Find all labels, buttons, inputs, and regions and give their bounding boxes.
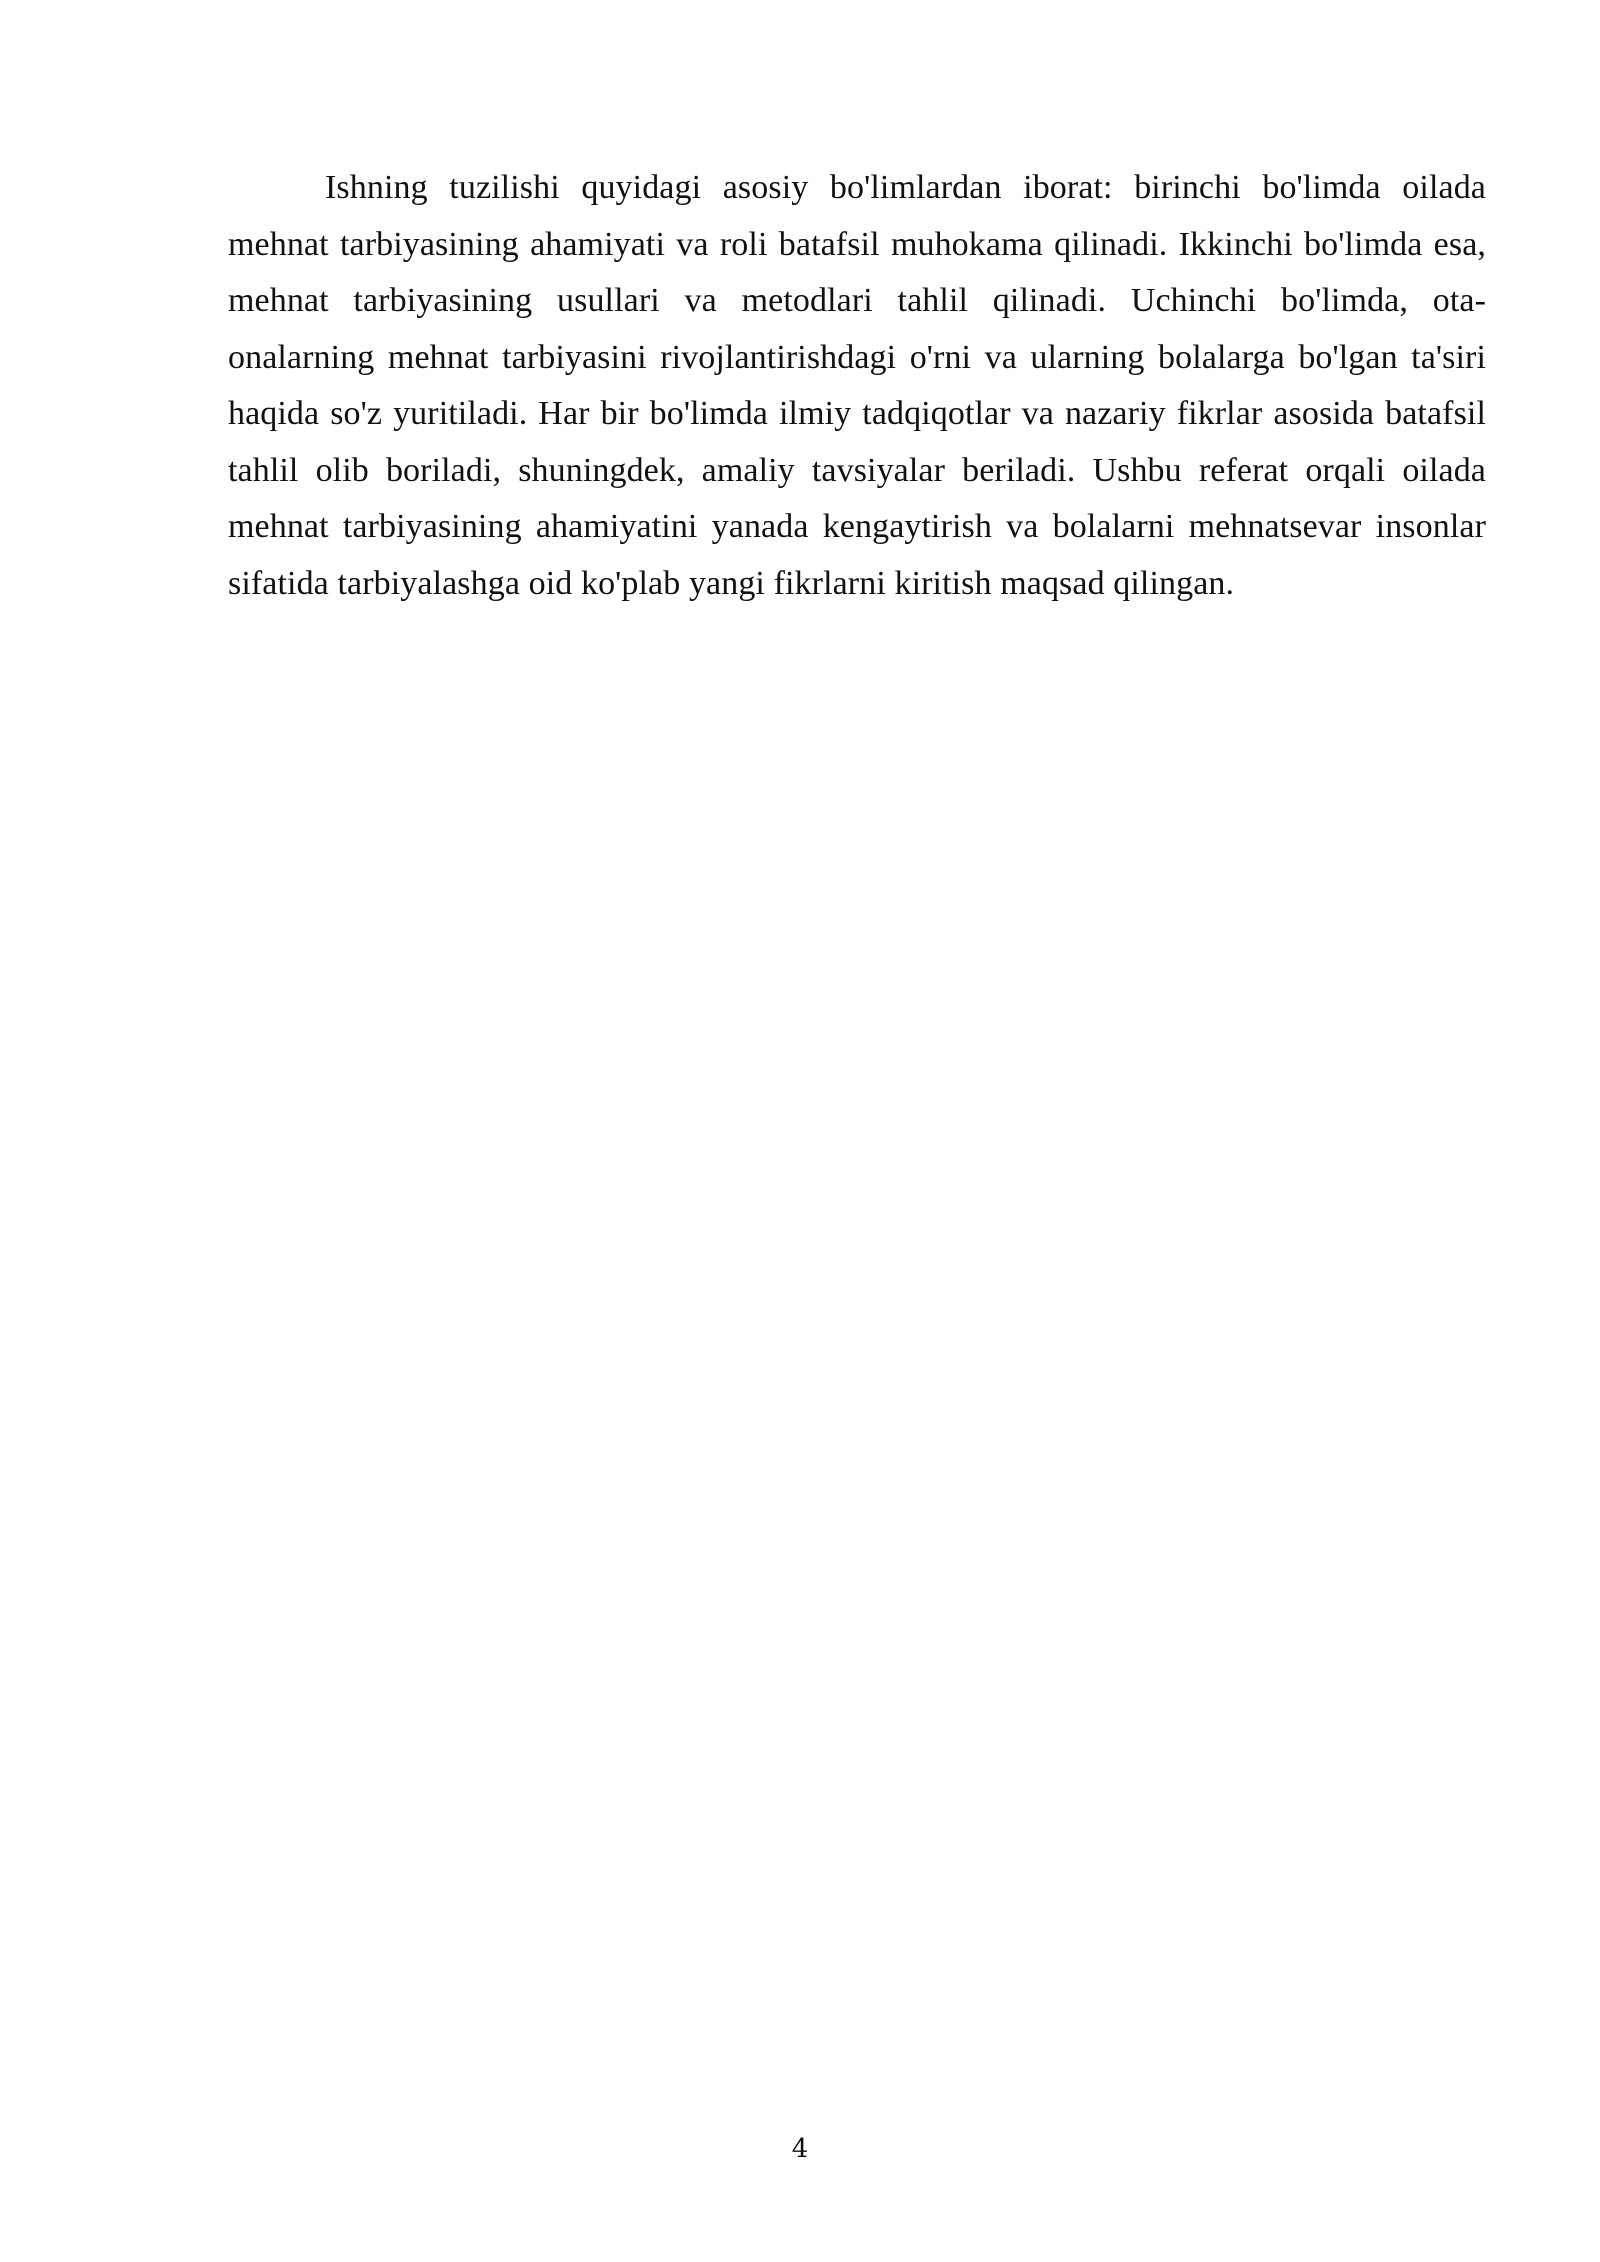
page-number: 4 xyxy=(791,2134,809,2164)
body-paragraph: Ishning tuzilishi quyidagi asosiy bo'limlardan iborat: birinchi bo'limda oilada mehnat tarbiyasining ahamiyati va roli batafsil muhokama qilinadi. Ikkinchi bo'limda esa, mehnat tarbiyasining usullari va metodlari tahlil qilinadi. Uchinchi bo'limda, ota-onalarning mehnat tarbiyasini rivojlantirishdagi o'rni va ularning bolalarga bo'lgan ta'siri haqida so'z yuritiladi. Har bir bo'limda ilmiy tadqiqotlar va nazariy fikrlar asosida batafsil tahlil olib boriladi, shuningdek, amaliy tavsiyalar beriladi. Ushbu referat orqali oilada mehnat tarbiyasining ahamiyatini yanada kengaytirish va bolalarni mehnatsevar insonlar sifatida tarbiyalashga oid ko'plab yangi fikrlarni kiritish maqsad qilingan. xyxy=(228,169,1486,602)
